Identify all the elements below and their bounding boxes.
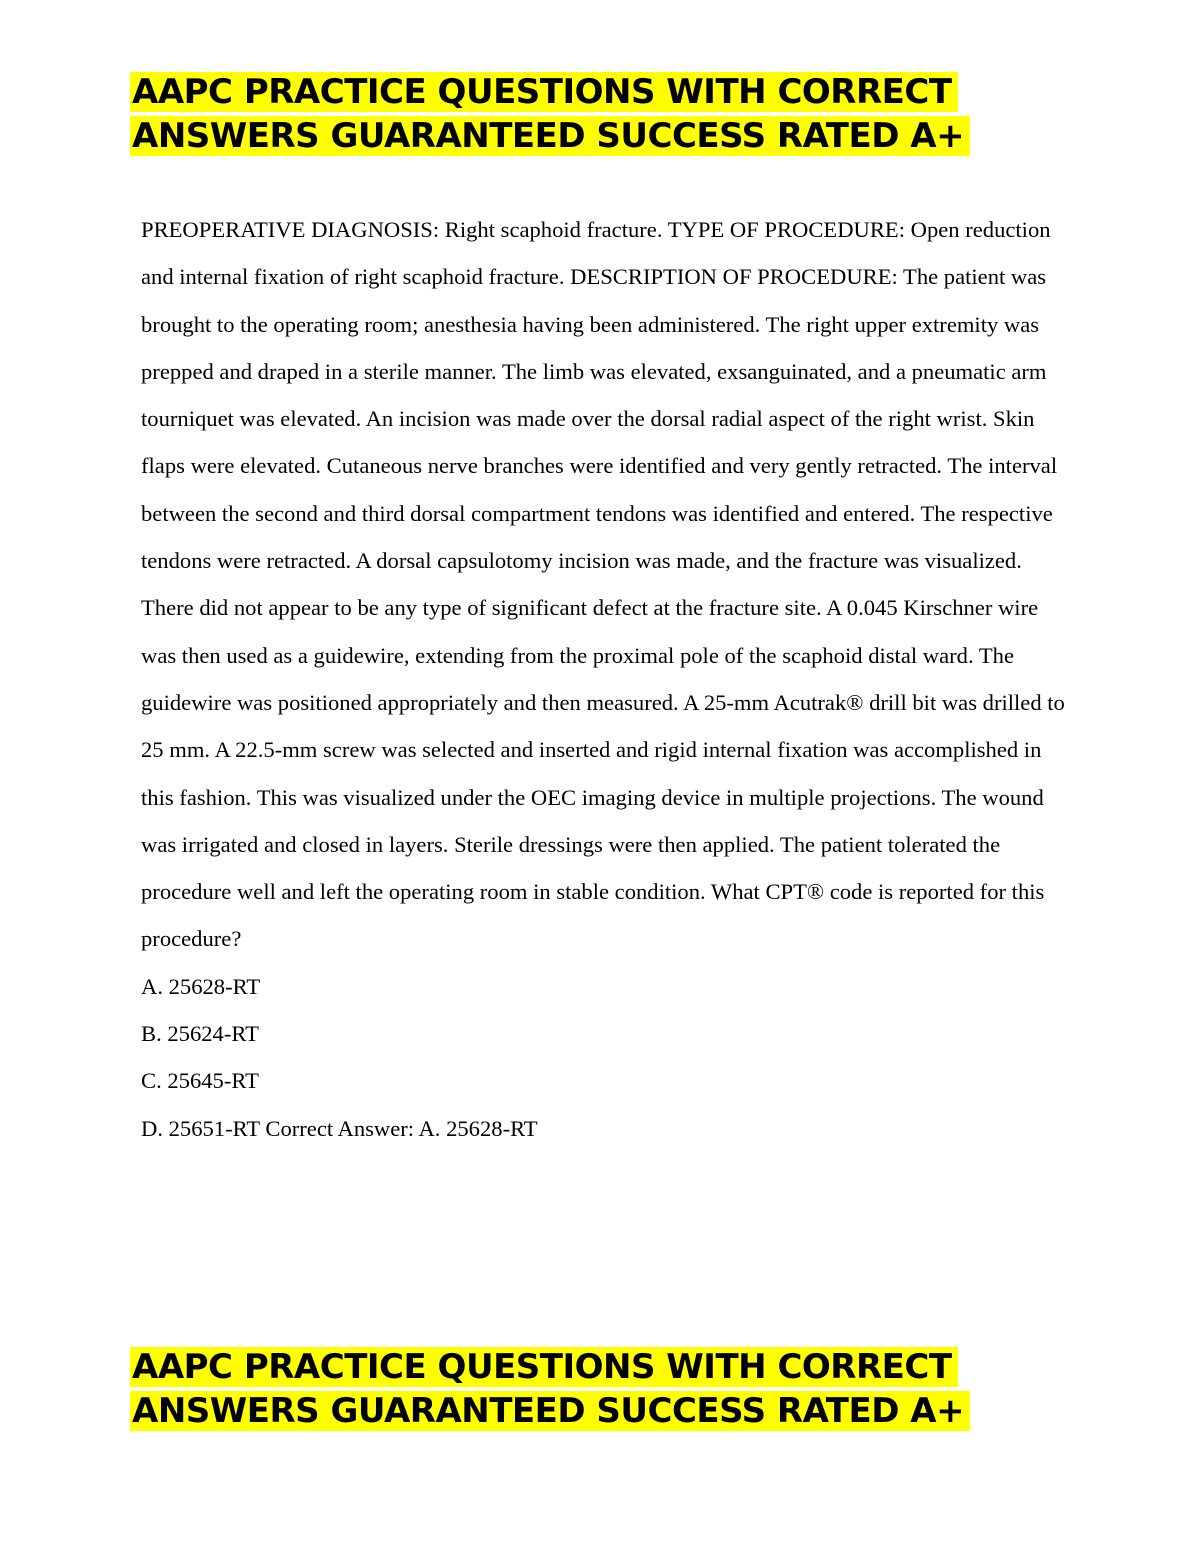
footer-title [130,1345,965,1433]
title-line-2 [130,114,965,158]
page-title [130,70,965,158]
title-line-1 [130,70,960,114]
title-line-1-text: AAPC PRACTICE QUESTIONS WITH CORRECT [130,72,958,112]
answer-option-a: A. 25628-RT [141,973,261,999]
footer-line-2-text: ANSWERS GUARANTEED SUCCESS RATED A+ [130,1391,970,1431]
footer-line-1-text: AAPC PRACTICE QUESTIONS WITH CORRECT [130,1347,958,1387]
footer-line-2 [130,1389,965,1433]
answer-option-b: B. 25624-RT [141,1021,259,1047]
answer-option-d: D. 25651-RT Correct Answer: A. 25628-RT [141,1115,538,1141]
title-line-2-text: ANSWERS GUARANTEED SUCCESS RATED A+ [130,116,970,156]
footer-line-1 [130,1345,960,1389]
question-text: PREOPERATIVE DIAGNOSIS: Right scaphoid fracture. TYPE OF PROCEDURE: Open reduction and internal fixation of right scaphoid fracture. DESCRIPTION OF PROCEDURE: The patient was brought to the operating room; anesthesia having been administered. The right upper extremity was prepped and draped in a sterile manner. The limb was elevated, exsanguinated, and a pneumatic arm tourniquet was elevated. An incision was made over the dorsal radial aspect of the right wrist. Skin flaps were elevated. Cutaneous nerve branches were identified and very gently retracted. The interval between the second and third dorsal compartment tendons was identified and entered. The respective tendons were retracted. A dorsal capsulotomy incision was made, and the fracture was visualized. There did not appear to be any type of significant defect at the fracture site. A 0.045 Kirschner wire was then used as a guidewire, extending from the proximal pole of the scaphoid distal ward. The guidewire was positioned appropriately and then measured. A 25-mm Acutrak® drill bit was drilled to 25 mm. A 22.5-mm screw was selected and inserted and rigid internal fixation was accomplished in this fashion. This was visualized under the OEC imaging device in multiple projections. The wound was irrigated and closed in layers. Sterile dressings were then applied. The patient tolerated the procedure well and left the operating room in stable condition. What CPT® code is reported for this procedure? [141,217,1065,952]
answer-option-c: C. 25645-RT [141,1068,259,1094]
question-block [141,206,1071,1152]
